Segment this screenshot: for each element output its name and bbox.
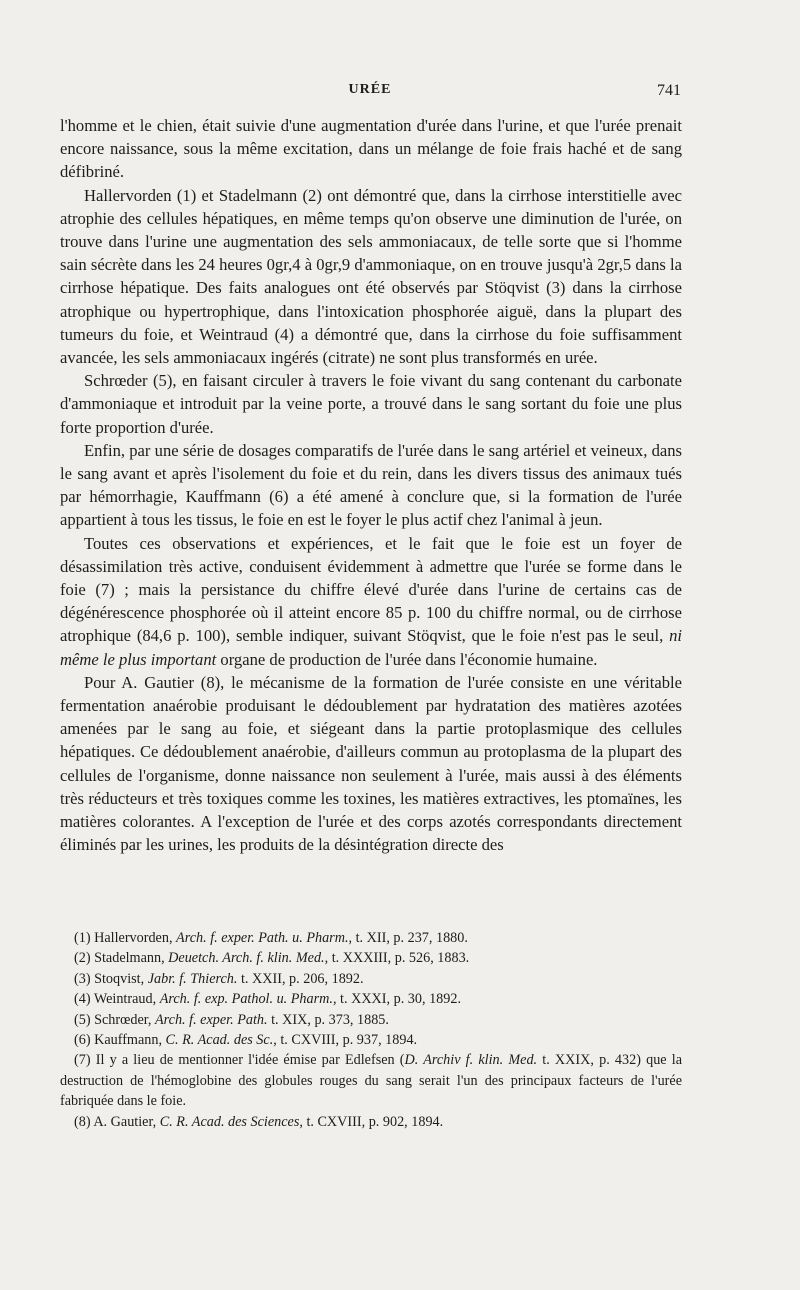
footnote-text: , t. XXXIII, p. 526, 1883.	[324, 950, 470, 967]
footnote-4	[60, 989, 682, 1009]
paragraph-5-emphasis: ni même le plus important	[60, 626, 682, 669]
paragraph-5-text: Toutes ces observations et expériences, et le fait que le foie est un foyer de désassimilation très active, conduisent évidemment à admettre que l'urée se forme dans le foie (7) ; mais la persistance du chiffre élevé d'urée dans l'urine de certains cas de dégénérescence phosphorée où il atteint encore 85 p. 100 du chiffre normal, ou de cirrhose atrophique (84,6 p. 100), semble indiquer, suivant Stöqvist, que le foie n'est pas le seul,	[60, 533, 682, 646]
footnote-5	[60, 1010, 682, 1030]
footnote-citation: C. R. Acad. des Sciences	[159, 1113, 300, 1130]
paragraph-5-text-end: organe de production de l'urée dans l'économie humaine.	[216, 649, 598, 669]
footnote-text: , t. XXXI, p. 30, 1892.	[332, 991, 462, 1008]
footnote-1	[60, 928, 682, 948]
footnote-text: t. XXIX, p. 432) que la destruction de l'hémoglobine des globules rouges du sang serait l'un des principaux facteurs de l'urée fabriquée dans le foie.	[60, 1052, 683, 1110]
footnote-8	[60, 1112, 682, 1132]
footnote-text: t. XIX, p. 373, 1885.	[267, 1011, 389, 1028]
footnote-citation: Arch. f. exp. Pathol. u. Pharm.	[159, 991, 333, 1008]
paragraph-1: l'homme et le chien, était suivie d'une augmentation d'urée dans l'urine, et que l'urée prenait encore naissance, sous la même excitation, dans un mélange de foie frais haché et de sang défibriné.	[60, 116, 682, 182]
paragraph-4: Enfin, par une série de dosages comparatifs de l'urée dans le sang artériel et veineux, dans le sang avant et après l'isolement du foie et du rein, dans les divers tissus des animaux tués par hémorrhagie, Kauffmann (6) a été amené à conclure que, si la formation de l'urée appartient à tous les tissus, le foie en est le foyer le plus actif chez l'animal à jeun.	[60, 440, 682, 530]
footnote-number: (8)	[74, 1113, 91, 1130]
footnote-number: (6)	[74, 1032, 91, 1049]
footnote-citation: C. R. Acad. des Sc.	[165, 1032, 274, 1049]
footnote-text: , t. CXVIII, p. 902, 1894.	[299, 1113, 444, 1130]
footnote-text: Schrœder,	[94, 1011, 155, 1028]
footnote-number: (2)	[74, 950, 91, 967]
footnote-6	[60, 1030, 682, 1050]
footnote-text: Hallervorden,	[94, 930, 177, 946]
footnote-3	[60, 969, 682, 989]
footnote-text: Kauffmann,	[94, 1032, 166, 1049]
paragraph-2: Hallervorden (1) et Stadelmann (2) ont démontré que, dans la cirrhose interstitielle avec atrophie des cellules hépatiques, en même temps qu'on observe une diminution de l'urée, on trouve dans l'urine une augmentation des sels ammoniacaux, de telle sorte que si l'homme sain sécrète dans les 24 heures 0gr,4 à 0gr,9 d'ammoniaque, on en trouve jusqu'à 2gr,5 dans la cirrhose hépatique. Des faits analogues ont été observés par Stöqvist (3) dans la cirrhose atrophique ou hypertrophique, dans l'intoxication phosphorée aiguë, dans la plupart des tumeurs du foie, et Weintraud (4) a démontré que, dans la cirrhose du foie suffisamment avancée, les sels ammoniacaux ingérés (citrate) ne sont plus transformés en urée.	[60, 185, 682, 368]
footnote-text: , t. CXVIII, p. 937, 1894.	[273, 1032, 418, 1049]
paragraph-6: Pour A. Gautier (8), le mécanisme de la formation de l'urée consiste en une véritable fermentation anaérobie produisant le dédoublement par hydratation des matières azotées amenées par le sang au foie, et siégeant dans la partie protoplasmique des cellules hépatiques. Ce dédoublement anaérobie, d'ailleurs commun au protoplasma de la plupart des cellules de l'organisme, donne naissance non seulement à l'urée, mais aussi à des éléments très réducteurs et très toxiques comme les toxines, les matières extractives, les ptomaïnes, les matières colorantes. A l'exception de l'urée et des corps azotés correspondants directement éliminés par les urines, les produits de la désintégration directe des	[60, 672, 682, 855]
footnote-number: (7)	[74, 1052, 91, 1069]
footnote-citation: Jabr. f. Thierch.	[147, 970, 238, 987]
footnote-citation: Arch. f. exper. Path. u. Pharm.	[176, 930, 349, 946]
footnote-citation: Arch. f. exper. Path.	[155, 1011, 268, 1028]
footnote-text: Stadelmann,	[94, 950, 169, 967]
footnote-text: Stoqvist,	[94, 970, 148, 987]
footnotes	[60, 928, 682, 1132]
footnote-text: A. Gautier,	[93, 1113, 160, 1130]
paragraph-3: Schrœder (5), en faisant circuler à travers le foie vivant du sang contenant du carbonate d'ammoniaque et introduit par la veine porte, a trouvé dans le sang sortant du foie une plus forte proportion d'urée.	[60, 371, 682, 437]
paragraph-5	[60, 532, 682, 671]
footnote-citation: D. Archiv f. klin. Med.	[404, 1052, 538, 1069]
footnote-number: (5)	[74, 1011, 91, 1028]
footnote-text: , t. XII, p. 237, 1880.	[348, 930, 468, 946]
body-text	[60, 114, 682, 857]
footnote-2	[60, 948, 682, 968]
footnote-text: t. XXII, p. 206, 1892.	[237, 970, 364, 987]
footnote-citation: Deuetch. Arch. f. klin. Med.	[168, 950, 325, 967]
footnote-text: Il y a lieu de mentionner l'idée émise par Edlefsen (	[95, 1052, 405, 1069]
running-title: URÉE	[348, 82, 392, 97]
footnote-7	[60, 1050, 682, 1111]
footnote-number: (3)	[74, 970, 91, 987]
footnote-text: Weintraud,	[93, 991, 160, 1008]
footnote-number: (4)	[74, 991, 91, 1008]
page-number: 741	[657, 82, 681, 99]
page-header	[60, 82, 680, 106]
footnote-number: (1)	[74, 930, 91, 946]
